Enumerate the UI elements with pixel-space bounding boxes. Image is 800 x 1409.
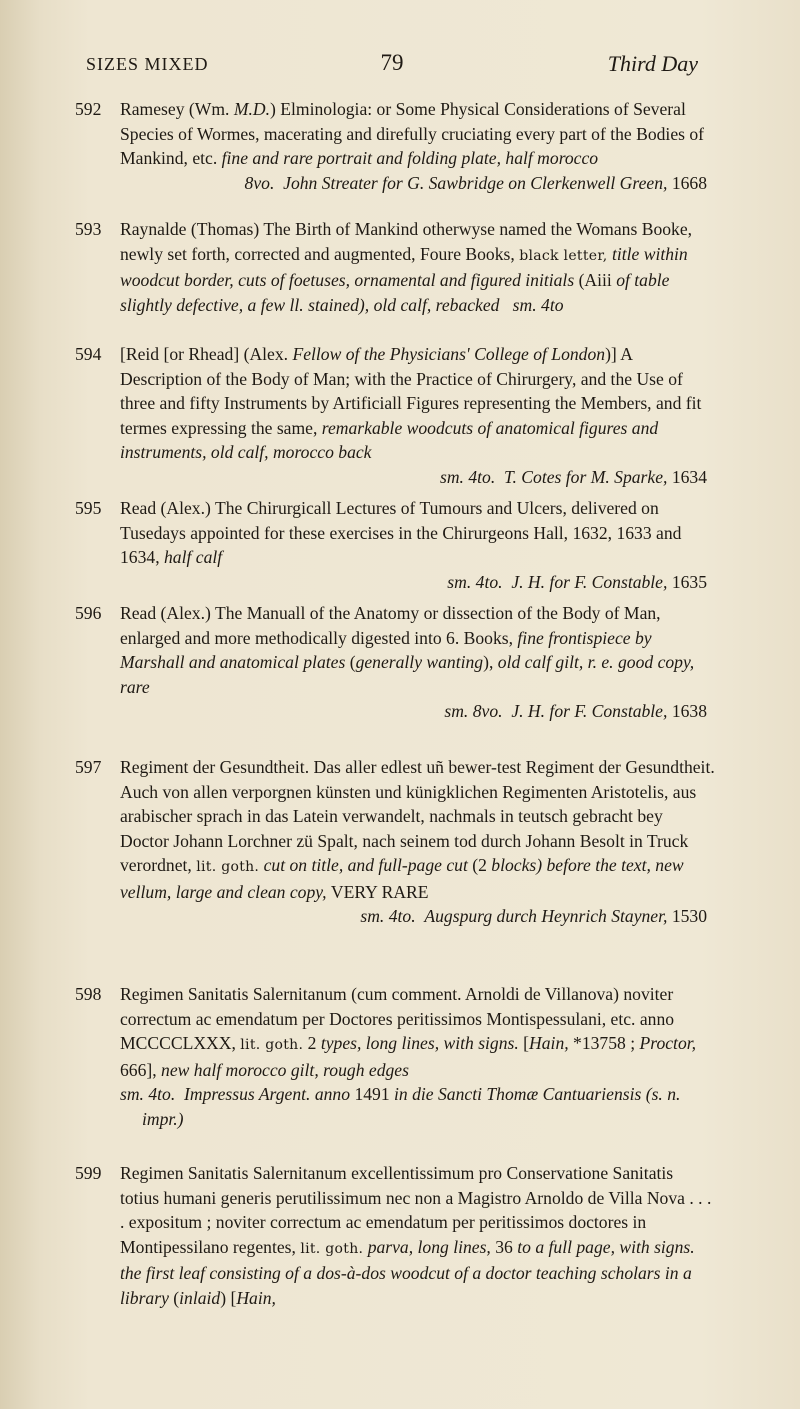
lot-size: sm. 4to [512,294,564,315]
black-letter-note: lit. goth. [300,1240,364,1257]
lot-imprint: sm. 4to. J. H. for F. Constable, 1635 [447,571,707,592]
condition-note: fine and rare portrait and folding plate, half morocco [221,148,599,168]
lot-number: 598 [75,984,102,1004]
lot-entry-594 [75,342,715,496]
rarity-note: VERY RARE [330,881,429,902]
lot-entry-596 [75,601,715,755]
lot-number: 593 [75,219,102,239]
lot-number: 594 [75,344,102,364]
lot-imprint: sm. 4to. T. Cotes for M. Sparke, 1634 [439,466,707,487]
lot-description: Regiment der Gesundtheit. Das aller edlest uñ bewer-test Regiment der Gesundtheit. Auch von allen verporgnen künsten und künigklichen Regimenten Aristotelis, aus arabischer sprach in das Latein verwandelt, nachmals in teutsch gebracht bey Doctor Johann Lorchner zü Spalt, nach seinem tod durch Johann Besolt in Truck verordnet, lit. goth. cut on title, and full-page cut (2 blocks) before the text, new vellum, large and clean copy, VERY RARE [120,757,715,902]
page-header [86,50,698,90]
condition-note: half calf [164,547,223,567]
lot-entry-593 [75,217,715,342]
lot-list [75,97,715,1321]
lot-imprint: sm. 4to. Impressus Argent. anno 1491 in die Sancti Thomæ Cantuariensis (s. n. impr.) [120,1084,681,1129]
lot-description: Ramesey (Wm. M.D.) Elminologia: or Some Physical Considerations of Several Species of Wormes, macerating and direfully cruciating every part of the Bodies of Mankind, etc. fine and rare portrait and folding plate, half morocco [120,99,705,168]
lot-description: Read (Alex.) The Manuall of the Anatomy or dissection of the Body of Man, enlarged and more methodically digested into 6. Books, fine frontispiece by Marshall and anatomical plates (generally wanting), old calf gilt, r. e. good copy, rare [120,603,695,697]
lot-imprint: 8vo. John Streater for G. Sawbridge on Clerkenwell Green, 1668 [244,172,707,193]
lot-entry-598 [75,982,715,1161]
black-letter-note: lit. goth. [240,1037,304,1053]
lot-imprint: sm. 8vo. J. H. for F. Constable, 1638 [444,701,707,721]
section-heading: SIZES MIXED [86,54,209,74]
lot-description: Regimen Sanitatis Salernitanum (cum comment. Arnoldi de Villanova) noviter correctum ac emendatum per Doctores peritissimos Montispessulani, etc. anno MCCCCLXXX, lit. goth. 2 types, long lines, with signs. [Hain, *13758 ; Proctor, 666], new half morocco gilt, rough edges [120,984,697,1080]
lot-entry-592 [75,97,715,217]
lot-number: 595 [75,498,102,518]
lot-number: 592 [75,99,102,119]
lot-description: Raynalde (Thomas) The Birth of Mankind otherwyse named the Womans Booke, newly set forth, corrected and augmented, Foure Books, black letter, title within woodcut border, cuts of foetuses, ornamental and figured initials (Aiii of table slightly defective, a few ll. stained), old calf, rebacked sm. 4to [120,219,693,315]
lot-number: 597 [75,757,102,777]
lot-description: Read (Alex.) The Chirurgicall Lectures of Tumours and Ulcers, delivered on Tusedays appointed for these exercises in the Chirurgeons Hall, 1632, 1633 and 1634, half calf [120,498,682,567]
black-letter-note: black letter, [519,247,608,264]
black-letter-note: lit. goth. [196,859,260,875]
condition-note: remarkable woodcuts of anatomical figures and instruments, old calf, morocco back [120,417,659,462]
lot-description: Regimen Sanitatis Salernitanum excellentissimum pro Conservatione Sanitatis totius humani generis perutilissimum nec non a Magistro Arnoldo de Villa Nova . . . . expositum ; noviter correctum ac emendatum per peritissimos doctores in Montipessilano regentes, lit. goth. parva, long lines, 36 to a full page, with signs. the first leaf consisting of a dos-à-dos woodcut of a doctor teaching scholars in a library (inlaid) [Hain, [120,1163,712,1308]
sale-day: Third Day [607,51,698,76]
lot-description: [Reid [or Rhead] (Alex. Fellow of the Physicians' College of London)] A Description of the Body of Man; with the Practice of Chirurgery, and the Use of three and fifty Instruments by Artificiall Figures representing the Members, and fit termes expressing the same, remarkable woodcuts of anatomical figures and instruments, old calf, morocco back [120,344,702,462]
lot-number: 596 [75,603,102,623]
lot-imprint: sm. 4to. Augspurg durch Heynrich Stayner, 1530 [360,906,707,926]
page-number: 79 [380,50,404,75]
lot-entry-595 [75,496,715,601]
lot-entry-599 [75,1161,715,1321]
lot-entry-597 [75,755,715,982]
lot-number: 599 [75,1163,102,1183]
